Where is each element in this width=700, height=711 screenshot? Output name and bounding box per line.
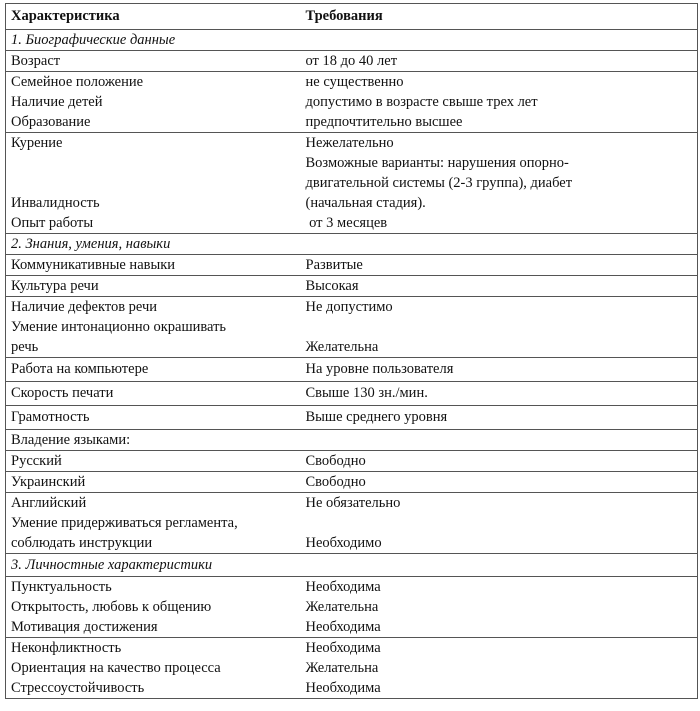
requirement-cell: Высокая [301,276,698,297]
requirement-cell: Выше среднего уровня [301,406,698,430]
requirement-line: Необходима [305,680,381,696]
table-row [6,255,698,276]
characteristic-line: Английский [11,495,87,511]
characteristic-cell [6,493,301,554]
characteristic-line: Ориентация на качество процесса [11,660,221,676]
table-row [6,577,698,638]
characteristic-cell [6,297,301,358]
table-row [6,358,698,382]
characteristic-cell: Украинский [6,472,301,493]
section-title: 2. Знания, умения, навыки [6,234,698,255]
requirement-cell: допустимо в возрасте свыше трех лет [301,92,698,112]
requirement-line: Желательна [305,660,379,676]
characteristic-cell: Скорость печати [6,382,301,406]
requirement-line: Возможные варианты: нарушения опорно- [305,155,569,171]
requirement-cell: Свободно [301,451,698,472]
characteristic-line: Наличие дефектов речи [11,299,158,315]
characteristic-line: Инвалидность [11,195,100,211]
characteristic-cell: Возраст [6,51,301,72]
requirement-cell: предпочтительно высшее [301,112,698,133]
characteristic-line: Стрессоустойчивость [11,680,145,696]
characteristic-line: Умение интонационно окрашивать [11,319,227,335]
table-row [6,451,698,472]
table-row [6,213,698,234]
requirement-line: Необходимо [305,535,382,551]
characteristic-line: Умение придерживаться регламента, [11,515,238,531]
requirement-line: Необходима [305,640,381,656]
requirement-cell [301,577,698,638]
requirement-cell [301,638,698,699]
requirement-line: Не обязательно [305,495,401,511]
characteristic-cell: Грамотность [6,406,301,430]
section-row [6,554,698,577]
characteristic-cell: Наличие детей [6,92,301,112]
characteristic-cell: Коммуникативные навыки [6,255,301,276]
requirement-cell: от 3 месяцев [301,213,698,234]
characteristic-cell [6,133,301,214]
header-requirements: Требования [301,4,698,30]
characteristic-line: Открытость, любовь к общению [11,599,212,615]
requirement-line: Нежелательно [305,135,394,151]
requirement-cell [301,133,698,214]
table-row [6,92,698,112]
requirement-line: Необходима [305,619,381,635]
table-row [6,430,698,451]
table-row [6,406,698,430]
characteristic-cell: Культура речи [6,276,301,297]
requirement-cell: На уровне пользователя [301,358,698,382]
requirement-cell: не существенно [301,72,698,93]
characteristic-cell [6,638,301,699]
requirement-cell: от 18 до 40 лет [301,51,698,72]
requirement-cell: Развитые [301,255,698,276]
requirement-cell: Свободно [301,472,698,493]
requirement-line: двигательной системы (2-3 группа), диабет [305,175,573,191]
section-title: 1. Биографические данные [6,30,698,51]
characteristic-cell: Образование [6,112,301,133]
table-row [6,51,698,72]
requirement-line: Желательна [305,599,379,615]
characteristic-cell: Семейное положение [6,72,301,93]
characteristic-line: Пунктуальность [11,579,112,595]
table-row [6,297,698,358]
requirement-line: Необходима [305,579,381,595]
characteristic-line: речь [11,339,39,355]
requirement-cell [301,493,698,554]
table-row [6,638,698,699]
table-row [6,493,698,554]
requirement-line: (начальная стадия). [305,195,426,211]
requirement-cell [301,297,698,358]
table-header-row [6,4,698,30]
characteristic-cell: Русский [6,451,301,472]
requirement-line: Не допустимо [305,299,393,315]
table-row [6,276,698,297]
table-row [6,472,698,493]
requirements-document [5,3,697,699]
characteristic-line: соблюдать инструкции [11,535,153,551]
characteristic-line: Неконфликтность [11,640,122,656]
header-characteristic: Характеристика [6,4,301,30]
section-row [6,30,698,51]
characteristic-cell: Опыт работы [6,213,301,234]
requirement-cell: Свыше 130 зн./мин. [301,382,698,406]
requirements-table [5,3,698,699]
characteristic-cell: Работа на компьютере [6,358,301,382]
table-row [6,382,698,406]
table-row [6,133,698,214]
characteristic-cell: Владение языками: [6,430,301,451]
section-title: 3. Личностные характеристики [6,554,698,577]
requirement-cell [301,430,698,451]
table-row [6,112,698,133]
requirement-line: Желательна [305,339,379,355]
section-row [6,234,698,255]
characteristic-line: Курение [11,135,63,151]
characteristic-cell [6,577,301,638]
characteristic-line: Мотивация достижения [11,619,158,635]
table-row [6,72,698,93]
